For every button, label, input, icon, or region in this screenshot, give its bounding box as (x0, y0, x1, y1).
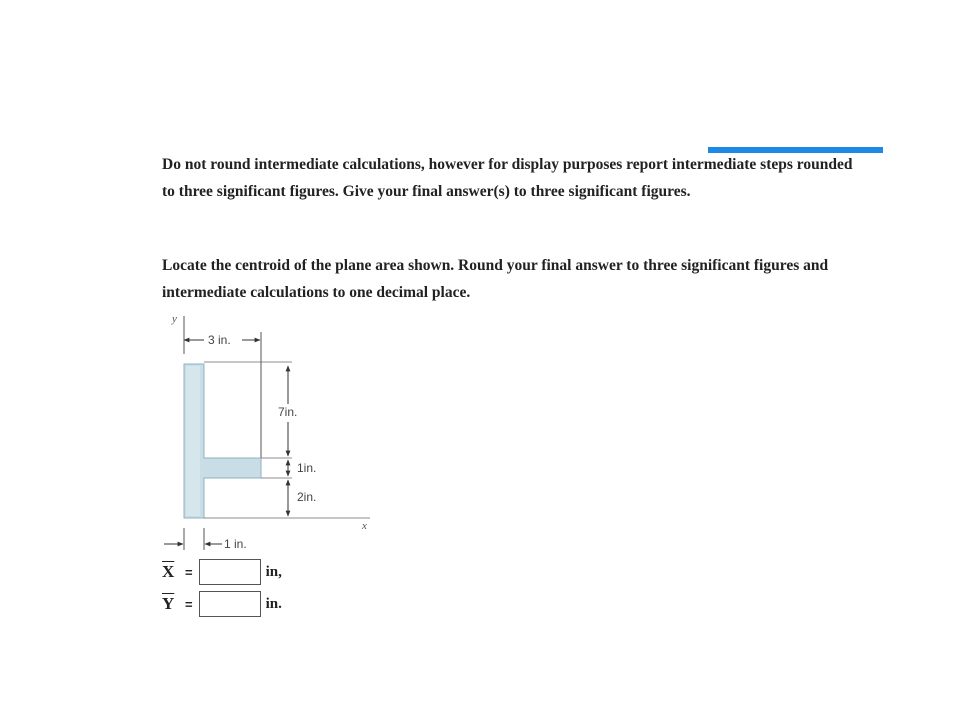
x-axis-label: x (362, 520, 367, 532)
dim-web-label: 1 in. (224, 537, 247, 551)
y-bar-input[interactable] (199, 591, 261, 617)
dim-height-upper-label: 7in. (278, 405, 298, 419)
answer-row-y (162, 589, 282, 619)
centroid-figure (160, 304, 380, 559)
x-unit: in, (265, 563, 282, 580)
x-equals: = (185, 564, 193, 580)
instructions-text: Do not round intermediate calculations, however for display purposes report intermediate steps rounded to three significant figures. Give your final answer(s) to three significant figures. (162, 156, 853, 200)
dim-height-lower-label: 2in. (297, 490, 317, 504)
y-bar-label: $\overline{Y}$ (162, 594, 175, 613)
y-equals: = (185, 596, 193, 612)
figure-svg (160, 304, 380, 559)
problem-statement: Locate the centroid of the plane area shown. Round your final answer to three significant figures and intermediate calculations to one decimal place. (162, 257, 829, 301)
dim-flange-label: 1in. (297, 461, 317, 475)
x-bar-input[interactable] (199, 559, 261, 585)
x-bar-label: $\overline{X}$ (162, 562, 175, 581)
shape-highlight (186, 366, 200, 516)
answer-row-x (162, 557, 282, 587)
dim-top-width-label: 3 in. (208, 333, 231, 347)
y-unit: in. (265, 595, 282, 612)
y-axis-label: y (172, 313, 177, 325)
